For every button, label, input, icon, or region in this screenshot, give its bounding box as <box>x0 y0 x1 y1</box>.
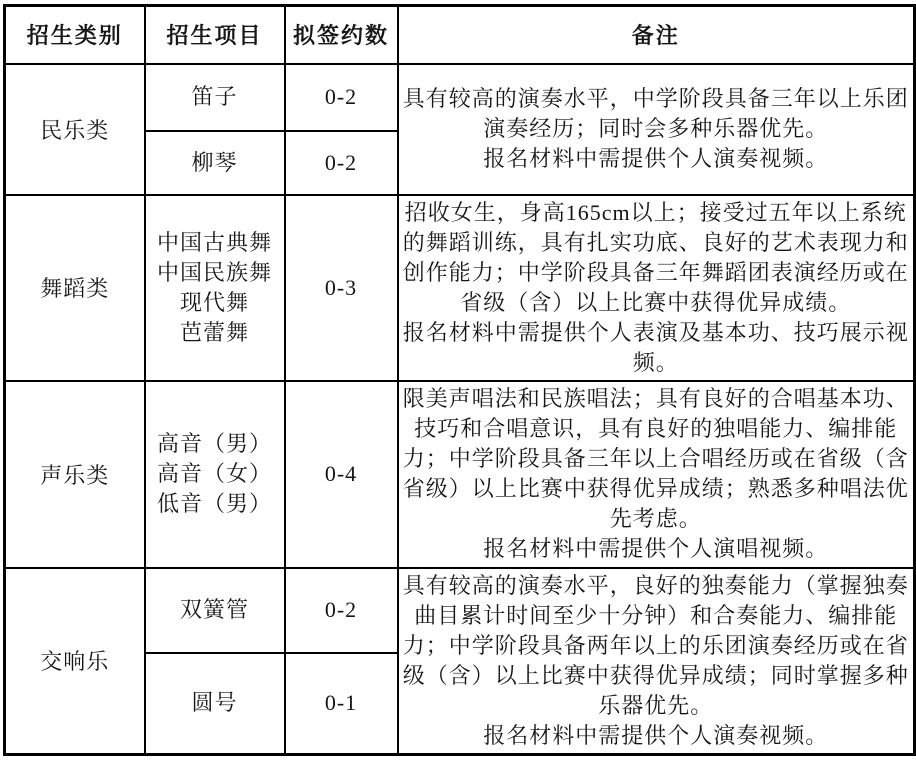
quota-cell: 0-2 <box>285 131 398 195</box>
project-line: 高音（男） <box>156 431 272 456</box>
remarks-cell <box>398 381 915 568</box>
quota-cell: 0-1 <box>285 653 398 754</box>
remarks-cell <box>398 568 915 755</box>
project-line: 中国民族舞 <box>156 259 272 285</box>
project-line: 芭蕾舞 <box>179 319 249 345</box>
remark-paragraph: 报名材料中需提供个人演奏视频。 <box>483 146 829 171</box>
project-cell <box>145 195 285 381</box>
category-cell-shengyue: 声乐类 <box>5 381 145 568</box>
enrollment-table <box>3 4 916 756</box>
project-cell <box>145 131 285 195</box>
project-line: 中国古典舞 <box>156 229 272 255</box>
category-cell-wudao: 舞蹈类 <box>5 195 145 381</box>
project-cell <box>145 381 285 568</box>
remarks-cell <box>398 64 915 195</box>
remark-paragraph: 招收女生，身高165cm以上；接受过五年以上系统的舞蹈训练，具有扎实功底、良好的艺术表现力和创作能力；中学阶段具备三年舞蹈团表演经历或在省级（含）以上比赛中获得优异成绩。 <box>402 199 909 315</box>
header-cell-remarks: 备注 <box>398 6 915 64</box>
project-cell <box>145 64 285 131</box>
quota-cell: 0-2 <box>285 568 398 654</box>
project-line: 双簧管 <box>179 597 249 623</box>
quota-cell: 0-2 <box>285 64 398 131</box>
project-line: 低音（男） <box>156 491 272 516</box>
table-row <box>5 64 915 131</box>
quota-cell: 0-3 <box>285 195 398 381</box>
project-cell <box>145 653 285 754</box>
remarks-cell <box>398 195 915 381</box>
remark-paragraph: 具有较高的演奏水平，良好的独奏能力（掌握独奏曲目累计时间至少十分钟）和合奏能力、编排能力；中学阶段具备两年以上的乐团演奏经历或在省级（含）以上比赛中获得优异成绩；同时掌握多种乐器优先。 <box>402 572 909 718</box>
remark-paragraph: 报名材料中需提供个人演唱视频。 <box>483 536 829 561</box>
remark-paragraph: 具有较高的演奏水平，中学阶段具备三年以上乐团演奏经历；同时会多种乐器优先。 <box>402 86 909 141</box>
header-cell-category: 招生类别 <box>5 6 145 64</box>
quota-cell: 0-4 <box>285 381 398 568</box>
category-cell-jiaoxiangyue: 交响乐 <box>5 568 145 755</box>
table-row <box>5 195 915 381</box>
remark-paragraph: 报名材料中需提供个人演奏视频。 <box>483 722 829 748</box>
table-row <box>5 381 915 568</box>
header-cell-project: 招生项目 <box>145 6 285 64</box>
project-cell <box>145 568 285 654</box>
table-header-row <box>5 6 915 64</box>
project-line: 高音（女） <box>156 461 272 486</box>
project-line: 圆号 <box>191 690 238 716</box>
remark-paragraph: 报名材料中需提供个人表演及基本功、技巧展示视频。 <box>402 319 909 375</box>
project-line: 笛子 <box>191 84 238 109</box>
category-cell-minyue: 民乐类 <box>5 64 145 195</box>
table-row <box>5 568 915 654</box>
header-cell-quota: 拟签约数 <box>285 6 398 64</box>
project-line: 柳琴 <box>191 149 238 175</box>
project-line: 现代舞 <box>179 289 249 315</box>
remark-paragraph: 限美声唱法和民族唱法；具有良好的合唱基本功、技巧和合唱意识，具有良好的独唱能力、编排能力；中学阶段具备三年以上合唱经历或在省级（含省级）以上比赛中获得优异成绩；熟悉多种唱法优先考虑。 <box>402 386 909 531</box>
